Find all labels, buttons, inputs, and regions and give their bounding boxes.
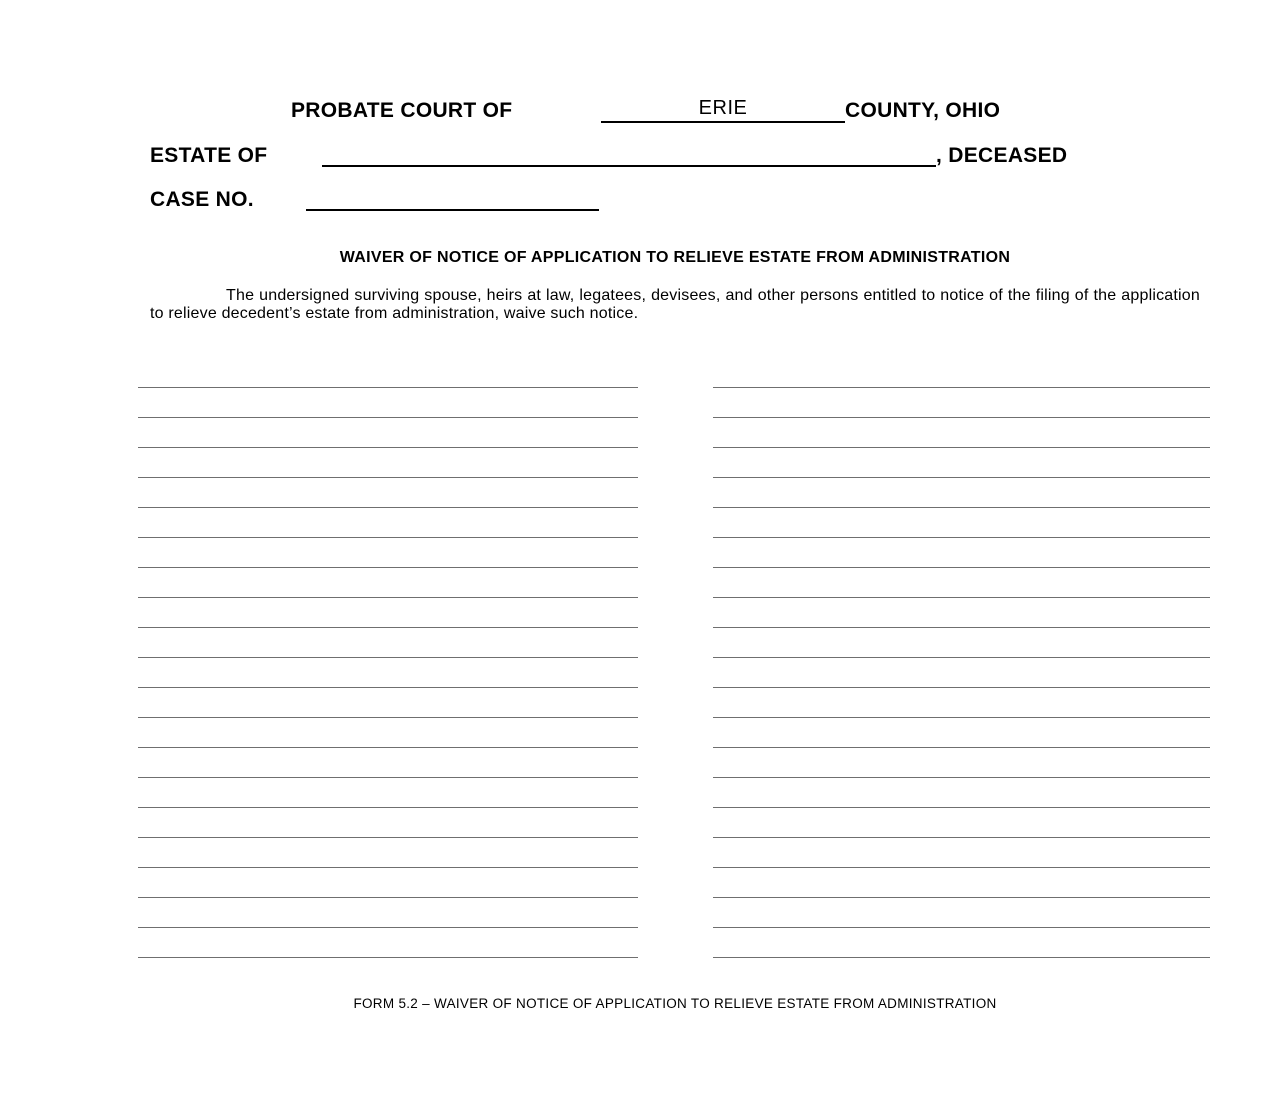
estate-field-underline: [322, 165, 936, 167]
signature-line[interactable]: [713, 597, 1210, 627]
waiver-statement: [150, 287, 1200, 322]
signature-line[interactable]: [138, 507, 638, 537]
signature-line[interactable]: [138, 777, 638, 807]
estate-prefix: ESTATE OF: [150, 144, 268, 167]
case-label: CASE NO.: [150, 188, 254, 211]
signature-line[interactable]: [713, 477, 1210, 507]
signature-line[interactable]: [138, 417, 638, 447]
signature-line[interactable]: [713, 927, 1210, 957]
county-field-underline: [601, 121, 845, 123]
signature-line[interactable]: [138, 927, 638, 957]
signature-line[interactable]: [138, 447, 638, 477]
case-field-underline: [306, 209, 599, 211]
signature-line[interactable]: [138, 687, 638, 717]
signature-line[interactable]: [138, 657, 638, 687]
signature-line[interactable]: [138, 627, 638, 657]
signature-line[interactable]: [713, 567, 1210, 597]
court-suffix: COUNTY, OHIO: [845, 99, 1001, 122]
signature-line[interactable]: [713, 807, 1210, 837]
signature-line[interactable]: [713, 897, 1210, 927]
signature-column-right: [713, 387, 1210, 987]
signature-line[interactable]: [713, 657, 1210, 687]
signature-line[interactable]: [138, 897, 638, 927]
signature-line[interactable]: [138, 747, 638, 777]
signature-column-left: [138, 387, 638, 987]
signature-line[interactable]: [138, 537, 638, 567]
court-prefix: PROBATE COURT OF: [291, 99, 513, 122]
signature-line[interactable]: [713, 537, 1210, 567]
signature-line[interactable]: [138, 807, 638, 837]
signature-line[interactable]: [138, 387, 638, 417]
signature-line[interactable]: [713, 777, 1210, 807]
signature-line[interactable]: [713, 507, 1210, 537]
signature-line[interactable]: [138, 597, 638, 627]
form-footer: FORM 5.2 – WAIVER OF NOTICE OF APPLICATION TO RELIEVE ESTATE FROM ADMINISTRATION: [353, 996, 997, 1011]
signature-line[interactable]: [138, 717, 638, 747]
signature-line[interactable]: [713, 627, 1210, 657]
waiver-statement-text: The undersigned surviving spouse, heirs at law, legatees, devisees, and other persons entitled to notice of the filing of the application to relieve decedent’s estate from administration, waive such notice.: [150, 287, 1200, 322]
signature-line[interactable]: [138, 837, 638, 867]
signature-line[interactable]: [713, 867, 1210, 897]
signature-line[interactable]: [138, 567, 638, 597]
document-title: WAIVER OF NOTICE OF APPLICATION TO RELIEVE ESTATE FROM ADMINISTRATION: [339, 249, 1011, 266]
signature-line[interactable]: [713, 387, 1210, 417]
signature-line[interactable]: [713, 717, 1210, 747]
estate-suffix: , DECEASED: [936, 144, 1068, 167]
county-field[interactable]: ERIE: [698, 97, 748, 119]
signature-line[interactable]: [713, 957, 1210, 987]
signature-line[interactable]: [713, 417, 1210, 447]
signature-line[interactable]: [138, 867, 638, 897]
signature-line[interactable]: [713, 837, 1210, 867]
signature-line[interactable]: [713, 687, 1210, 717]
signature-line[interactable]: [713, 447, 1210, 477]
signature-line[interactable]: [138, 477, 638, 507]
signature-line[interactable]: [138, 957, 638, 987]
signature-line[interactable]: [713, 747, 1210, 777]
